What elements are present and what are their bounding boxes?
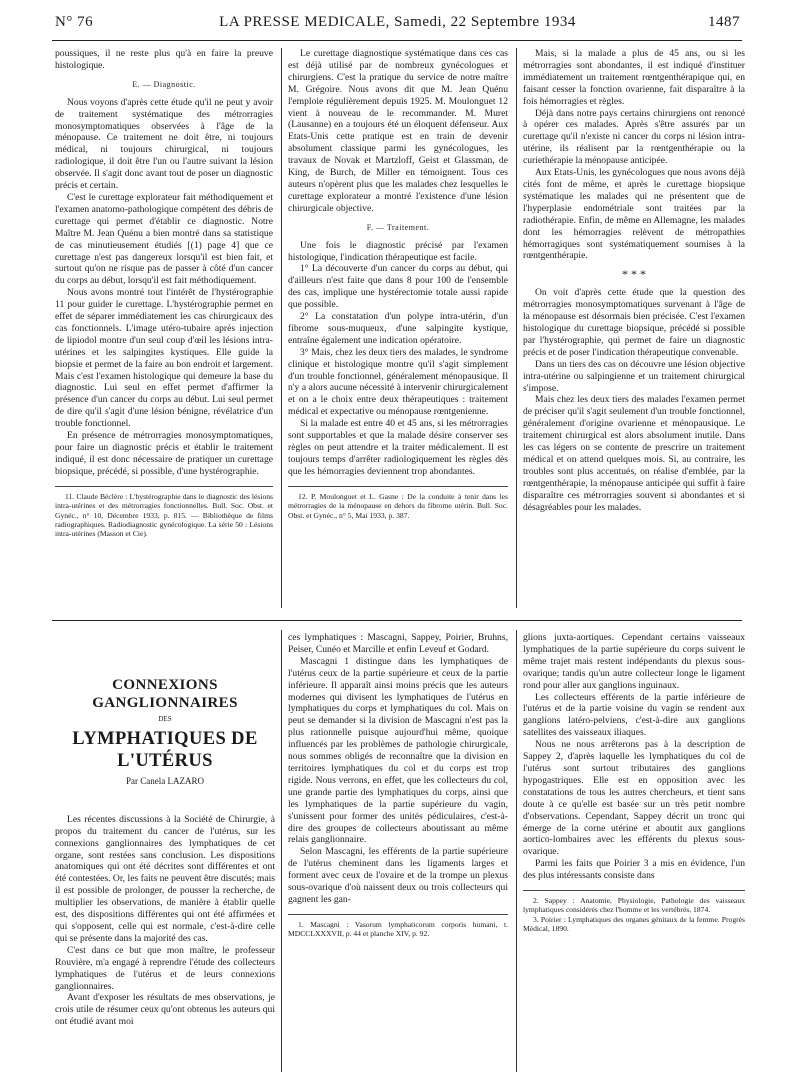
article-title-connector: DES — [158, 715, 172, 723]
paragraph: C'est le curettage explorateur fait méthodiquement et l'examen anatomo-pathologique compétent des débris de curettage qui permet d'établir ce diagnostic. Notre Maître M. Jean Quénu a bien montré dans sa statistique de cas minutieusement étudiés [(1) page 4] que ce curettage n'est pas dangereux lorsqu'il est bien fait, et surtout qu'on ne risque pas de passer à côté d'un cancer du corps au début, lorsqu'il est fait méthodiquement. — [55, 191, 273, 287]
article-column-1 — [55, 632, 275, 1072]
footnote-11: 11. Claude Béclère : L'hystérographie dans le diagnostic des lésions intra-utérines et des métrorragies fonctionnelles. Bull. Soc. Obst. et Gynéc., n° 10, Décembre 1933, p. 815. — Bibliothèque de films radiographiques. Radiodiagnostic gynécologique. La série 50 : Lésions intra-utérines (Masson et Cie). — [55, 486, 273, 539]
column-divider — [516, 630, 517, 1072]
upper-column-1 — [55, 48, 273, 610]
paragraph: 3° Mais, chez les deux tiers des malades, le syndrome clinique et histologique montre qu'il s'agit simplement d'un trouble fonctionnel, généralement ménopausique. Il n'y a alors aucune nécessité à intervenir chirurgicalement et on a le choix entre deux thérapeutiques : traitement médical et expectative ou ménopause rœntgenienne. — [288, 346, 508, 418]
footnotes-2-3: 2. Sappey : Anatomie, Physiologie, Pathologie des vaisseaux lymphatiques considérés chez l'homme et les vertébrés, 1874. 3. Poirier : Lymphatiques des organes génitaux de la femme. Progrès Médical, 1890. — [523, 890, 745, 934]
paragraph: On voit d'après cette étude que la question des métrorragies monosymptomatiques survenant à l'âge de la ménopause est désormais bien précisée. C'est l'examen histologique du curettage biopsique, précédé si possible par l'hystérographie, qui permet de faire un diagnostic précis et de poser l'indication thérapeutique convenable. — [523, 287, 745, 358]
upper-column-2 — [288, 48, 508, 610]
section-heading-traitement: F. — Traitement. — [366, 222, 430, 232]
paragraph: Mais, si la malade a plus de 45 ans, ou si les métrorragies sont abondantes, il est indiqué d'instituer immédiatement un traitement rœntgenthérapique qui, en faisant cesser la fonction ovarienne, fait disparaître à la fois hémorragies et règles. — [523, 48, 745, 107]
footnote-1: 1. Mascagni : Vasorum lymphaticorum corporis humani, t. MDCCLXXXVII, p. 44 et planche XIV, p. 92. — [288, 914, 508, 939]
article-column-2 — [288, 632, 508, 1072]
footnote-12: 12. P. Moulonguet et L. Gasne : De la conduite à tenir dans les métrorragies de la ménopause en dehors du fibrome utérin. Bull. Soc. Obst. et Gynéc., n° 5, Mai 1933, p. 387. — [288, 486, 508, 520]
paragraph: Nous avons montré tout l'intérêt de l'hystérographie 11 pour guider le curettage. L'hystérographie permet en effet de séparer immédiatement les cas chirurgicaux des cas fonctionnels. L'image utéro-tubaire après injection de lipiodol montre d'un seul coup d'œil les lésions intra-utérines et les salpingites kystiques. Elle guide la biopsie et permet de la faire au bon endroit et largement. Mais c'est l'examen histologique qui demeure la base du diagnostic. Lui seul en effet permet d'affirmer la présence d'un cancer du corps au début. Lui seul permet de dire qu'il s'agit d'une lésion bénigne, révélatrice d'un trouble fonctionnel. — [55, 287, 273, 430]
paragraph: Les récentes discussions à la Société de Chirurgie, à propos du traitement du cancer de l'utérus, sur les connexions ganglionnaires des lymphatiques de cet organe, sont restées sans conclusion. Les dispositions anatomiques qui ont été décrites sont différentes et ont été contestées. Or, les faits ne peuvent être discutés; mais il est possible de prolonger, de pousser la recherche, de multiplier les observations, de manière à établir quelle est, des dispositions différentes qui ont été affirmées et qui s'opposent, celle qui est normale, c'est-à-dire celle qui se présente dans la majorité des cas. — [55, 813, 275, 944]
paragraph: Aux Etats-Unis, les gynécologues que nous avons déjà cités font de même, et après le curettage biopsique systématique les malades qui ne présentent que de l'hyperplasie endométriale sont traitées par la radiothérapie. Enfin, de même en Allemagne, les malades dont les hémorragies relèvent de métropathies hémorragiques sont systématiquement soumises à la rœntgenthérapie. — [523, 167, 745, 262]
paragraph: Parmi les faits que Poirier 3 a mis en évidence, l'un des plus intéressants consiste dans — [523, 858, 745, 882]
paragraph: Dans un tiers des cas on découvre une lésion objective intra-utérine ou salpingienne et un traitement chirurgical s'impose. — [523, 358, 745, 394]
paragraph: Selon Mascagni, les efférents de la partie supérieure de l'utérus cheminent dans les ligaments larges et forment avec ceux de l'ovaire et de la trompe un plexus sous-ovarique d'où naissent deux ou trois collecteurs qui gagnent les gan- — [288, 846, 508, 905]
paragraph: 1° La découverte d'un cancer du corps au début, qui d'ailleurs n'est faite que dans 8 pour 100 de l'ensemble des cas, implique une hystérectomie totale aussi rapide que possible. — [288, 263, 508, 311]
paragraph: En présence de métrorragies monosymptomatiques, pour faire un diagnostic précis et établir le traitement indiqué, il est donc nécessaire de pratiquer un curettage biopsique, précédé, si possible, d'une hystérographie. — [55, 430, 273, 477]
column-divider — [281, 48, 282, 608]
article-title-line-2: LYMPHATIQUES DE L'UTÉRUS — [72, 728, 258, 771]
paragraph: Nous voyons d'après cette étude qu'il ne peut y avoir de traitement systématique des métrorragies monosymptomatiques observées à l'âge de la ménopause. Ce traitement ne doit être, ni toujours médical, ni toujours chirurgical, ni toujours radiologique, il doit être l'un ou l'autre suivant la lésion observée. Il s'agit donc avant tout de poser un diagnostic précis et certain. — [55, 96, 273, 192]
paragraph: poussiques, il ne reste plus qu'à en faire la preuve histologique. — [55, 48, 273, 71]
paragraph: ces lymphatiques : Mascagni, Sappey, Poirier, Bruhns, Peiser, Cunéo et Marcille et enfin Leveuf et Godard. — [288, 632, 508, 655]
article-author: Par Canela LAZARO — [126, 775, 204, 786]
column-divider — [516, 48, 517, 608]
paragraph: Si la malade est entre 40 et 45 ans, si les métrorragies sont supportables et que la malade désire conserver ses règles on peut attendre et la traiter médicalement. Il est toujours temps d'arrêter radiologiquement les règles dès que les hémorragies deviennent trop abondantes. — [288, 418, 508, 477]
paragraph: Avant d'exposer les résultats de mes observations, je crois utile de résumer ceux qu'ont obtenus les auteurs qui ont étudié avant moi — [55, 992, 275, 1028]
paragraph: Les collecteurs efférents de la partie inférieure de l'utérus et de la partie voisine du vagin se rendent aux ganglions latéro-pelviens, c'est-à-dire aux ganglions satellites des vaisseaux iliaques. — [523, 691, 745, 739]
section-stars: * * * — [622, 267, 646, 282]
journal-title: LA PRESSE MEDICALE, Samedi, 22 Septembre 1934 — [219, 14, 576, 30]
column-divider — [281, 630, 282, 1072]
upper-column-3 — [523, 48, 745, 610]
paragraph: glions juxta-aortiques. Cependant certains vaisseaux lymphatiques de la partie supérieure du corps suivent le même trajet mais restent indépendants du plexus sous-ovarique; tandis qu'un autre collecteur longe le ligament rond pour aller aux ganglions inguinaux. — [523, 632, 745, 691]
article-title-line-1: CONNEXIONS GANGLIONNAIRES — [92, 677, 238, 711]
article-column-3 — [523, 632, 745, 1072]
paragraph: 2° La constatation d'un polype intra-utérin, d'un fibrome sous-muqueux, d'une salpingite kystique, entraîne également une indication opératoire. — [288, 311, 508, 346]
paragraph: Mascagni 1 distingue dans les lymphatiques de l'utérus ceux de la partie supérieure et ceux de la partie inférieure. Il apparaît ainsi moins précis que les auteurs modernes qui divisent les lymphatiques de l'utérus en lymphatiques du corps et lymphatiques du col. Mais on peut se demander si la division de Mascagni n'est pas la plus rationnelle puisque aujourd'hui même, quoique influencés par les problèmes de pathologie chirurgicale, nous sommes obligés de reconnaître que la division en territoires lymphatiques du col et du corps est trop rigide. Nous verrons, en effet, que les collecteurs du col, une grande partie des lymphatiques du corps, ainsi que les lymphatiques de la partie supérieure du vagin, s'unissent pour former des unités pédiculaires, c'est-à-dire des groupes de collecteurs aboutissant au même relais ganglionnaire. — [288, 655, 508, 846]
page-number: 1487 — [708, 14, 740, 30]
paragraph: Nous ne nous arrêterons pas à la description de Sappey 2, d'après laquelle les lymphatiques du col de l'utérus sont surtout tributaires des ganglions hypogastriques. Elle est en opposition avec les constatations de tous les autres chercheurs, et tient sans doute à ce qu'elle est basée sur un très petit nombre d'observations. Cependant, Sappey décrit un tronc qui émerge de la corne utérine et aboutit aux ganglions aortico-lombaires avec les efférents du plexus sous-ovarique. — [523, 739, 745, 858]
paragraph: Déjà dans notre pays certains chirurgiens ont renoncé à opérer ces malades. Après s'être assurés par un curettage qu'il n'existe ni cancer du corps ni lésion intra-utérine, ils réalisent par la rœntgenthérapie ou la curiethérapie la ménopause anticipée. — [523, 107, 745, 167]
section-rule — [52, 620, 742, 621]
section-heading-diagnostic: E. — Diagnostic. — [132, 79, 196, 89]
paragraph: Une fois le diagnostic précisé par l'examen histologique, l'indication thérapeutique est facile. — [288, 239, 508, 263]
paragraph: Le curettage diagnostique systématique dans ces cas est déjà utilisé par de nombreux gynécologues et chirurgiens. C'est la pratique du service de notre maître M. Grégoire. Nous avons dit que M. Jean Quénu l'emploie régulièrement depuis 1925. M. Moulonguet 12 vient à nouveau de le recommander. M. Muret (Lausanne) en a toujours été un éloquent défenseur. Aux Etats-Unis cette pratique est en train de devenir absolument classique parmi les gynécologues, les travaux de Novak et Martzloff, Geist et Glassman, de King, de Burch, de Miller en témoignent. Tous ces auteurs n'opèrent plus que les malades chez lesquelles le curettage explorateur a montré l'existence d'une lésion chirurgicale objective. — [288, 48, 508, 214]
header-rule — [52, 40, 742, 41]
paragraph: Mais chez les deux tiers des malades l'examen permet de préciser qu'il s'agit seulement d'un trouble fonctionnel, généralement d'origine ovarienne et ménopausique. Le traitement chirurgical est alors absolument inutile. Dans les cas légers on se contente de prescrire un traitement médical et on attend quelques mois. Si, au contraire, les troubles sont plus accentués, on réalise d'emblée, par la rœntgenthérapie, la ménopause anticipée qui suffit à faire disparaître ces métrorragies souvent si abondantes et si désagréables pour les malades. — [523, 394, 745, 513]
paragraph: C'est dans ce but que mon maître, le professeur Rouvière, m'a engagé à reprendre l'étude des collecteurs lymphatiques de l'utérus et de leurs connexions ganglionnaires. — [55, 944, 275, 992]
issue-number: N° 76 — [55, 14, 94, 30]
running-header — [55, 14, 740, 36]
